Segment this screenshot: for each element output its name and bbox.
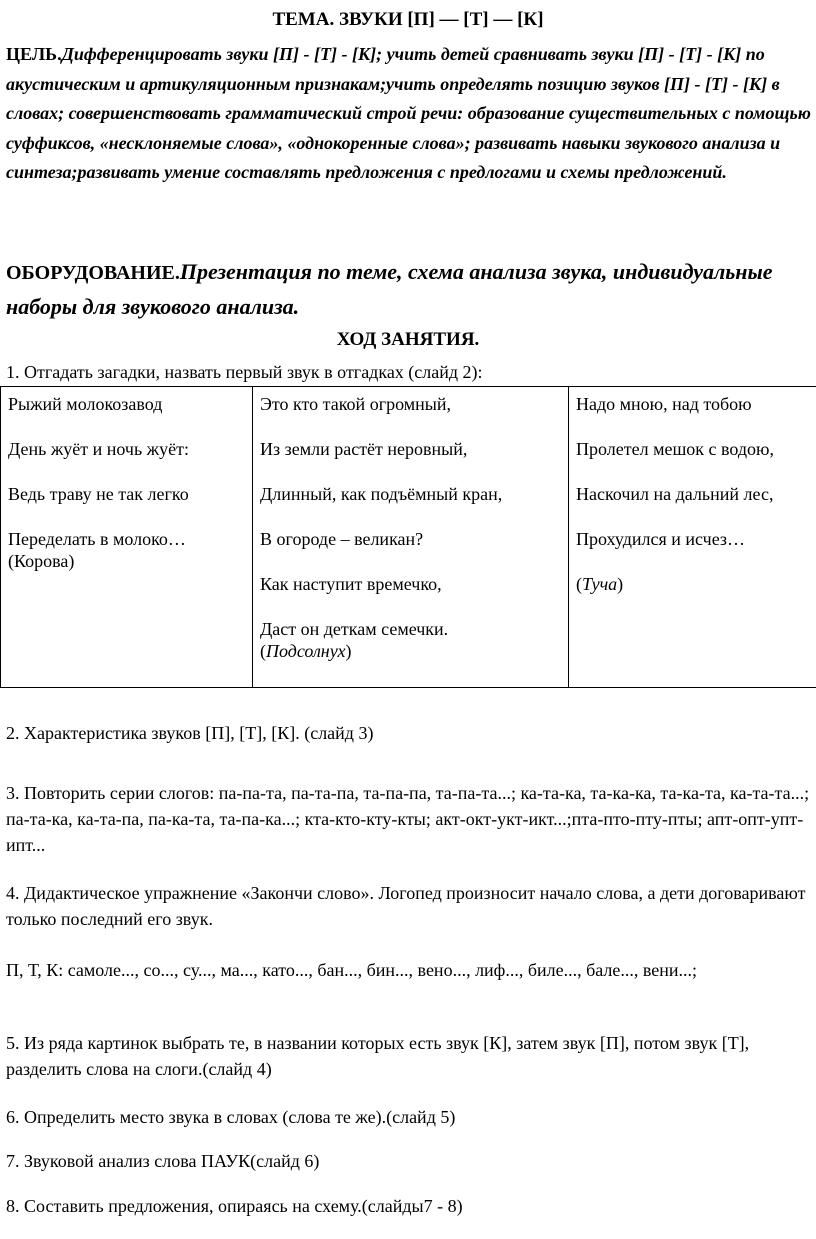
riddle-line: Это кто такой огромный, bbox=[260, 394, 451, 414]
equipment-text: Презентация по теме, схема анализа звука, индивидуальные наборы для звукового анализа. bbox=[6, 259, 773, 319]
step-8: 8. Составить предложения, опираясь на схему.(слайды7 - 8) bbox=[6, 1196, 463, 1216]
equipment-paragraph bbox=[6, 255, 814, 325]
riddle-answer: (Туча) bbox=[576, 574, 624, 594]
riddle-answer: (Подсолнух) bbox=[260, 641, 352, 661]
step-7: 7. Звуковой анализ слова ПАУК(слайд 6) bbox=[6, 1151, 320, 1171]
goal-text: Дифференцировать звуки [П] - [Т] - [К]; учить детей сравнивать звуки [П] - [Т] - [К] по акустическим и артикуляционным признакам;учить определять позицию звуков [П] - [Т] - [К] в словах; совершенствовать грамматический строй речи: образование существительных с помощью суффиксов, «несклоняемые слова», «однокоренные слова»; развивать навыки звукового анализа и синтеза;развивать умение составлять предложения с предлогами и схемы предложений. bbox=[6, 44, 811, 182]
riddle-line: Рыжий молокозавод bbox=[8, 394, 163, 414]
step-4-words: П, Т, К: самоле..., со..., су..., ма..., като..., бан..., бин..., вено..., лиф..., биле..., бале..., вени...; bbox=[6, 960, 698, 980]
riddle-line: Из земли растёт неровный, bbox=[260, 439, 468, 459]
riddle-line: Как наступит времечко, bbox=[260, 574, 442, 594]
goal-label: ЦЕЛЬ. bbox=[6, 44, 62, 64]
step-4: 4. Дидактическое упражнение «Закончи слово». Логопед произносит начало слова, а дети договаривают только последний его звук. bbox=[6, 883, 806, 929]
riddle-line: Надо мною, над тобою bbox=[576, 394, 752, 414]
riddle-line: Прохудился и исчез… bbox=[576, 529, 746, 549]
step-2: 2. Характеристика звуков [П], [Т], [К]. (слайд 3) bbox=[6, 723, 374, 743]
riddle-line: Переделать в молоко… (Корова) bbox=[8, 529, 186, 571]
step-1: 1. Отгадать загадки, назвать первый звук в отгадках (слайд 2): bbox=[6, 362, 483, 382]
riddle-cell-3 bbox=[569, 387, 816, 688]
riddle-cell-2 bbox=[253, 387, 569, 688]
riddle-line: Даст он деткам семечки. bbox=[260, 619, 449, 639]
riddles-row bbox=[1, 387, 816, 688]
riddle-line: Наскочил на дальний лес, bbox=[576, 484, 774, 504]
riddle-cell-1 bbox=[1, 387, 253, 688]
riddle-line: В огороде – великан? bbox=[260, 529, 424, 549]
riddles-table bbox=[0, 386, 816, 688]
riddle-line: Ведь траву не так легко bbox=[8, 484, 189, 504]
riddle-line: День жуёт и ночь жуёт: bbox=[8, 439, 189, 459]
step-3: 3. Повторить серии слогов: па-па-та, па-та-па, та-па-па, та-па-та...; ка-та-ка, та-ка-ка, та-ка-та, ка-та-та...; па-та-ка, ка-та-па, па-ка-та, та-па-ка...; кта-кто-кту-кты; акт-окт-укт-икт...;пта-пто-пту-пты; апт-опт-упт-ипт... bbox=[6, 783, 810, 855]
page-title: ТЕМА. ЗВУКИ [П] — [Т] — [К] bbox=[272, 9, 544, 30]
progress-title: ХОД ЗАНЯТИЯ. bbox=[336, 329, 480, 350]
goal-paragraph bbox=[6, 40, 814, 188]
riddle-answer-text: Подсолнух bbox=[266, 641, 346, 661]
step-5: 5. Из ряда картинок выбрать те, в названии которых есть звук [К], затем звук [П], потом звук [Т], разделить слова на слоги.(слайд 4) bbox=[6, 1033, 750, 1079]
riddle-line: Пролетел мешок с водою, bbox=[576, 439, 775, 459]
riddle-line: Длинный, как подъёмный кран, bbox=[260, 484, 503, 504]
step-6: 6. Определить место звука в словах (слова те же).(слайд 5) bbox=[6, 1107, 456, 1127]
equipment-label: ОБОРУДОВАНИЕ. bbox=[6, 262, 180, 284]
riddle-answer-text: Туча bbox=[582, 574, 618, 594]
